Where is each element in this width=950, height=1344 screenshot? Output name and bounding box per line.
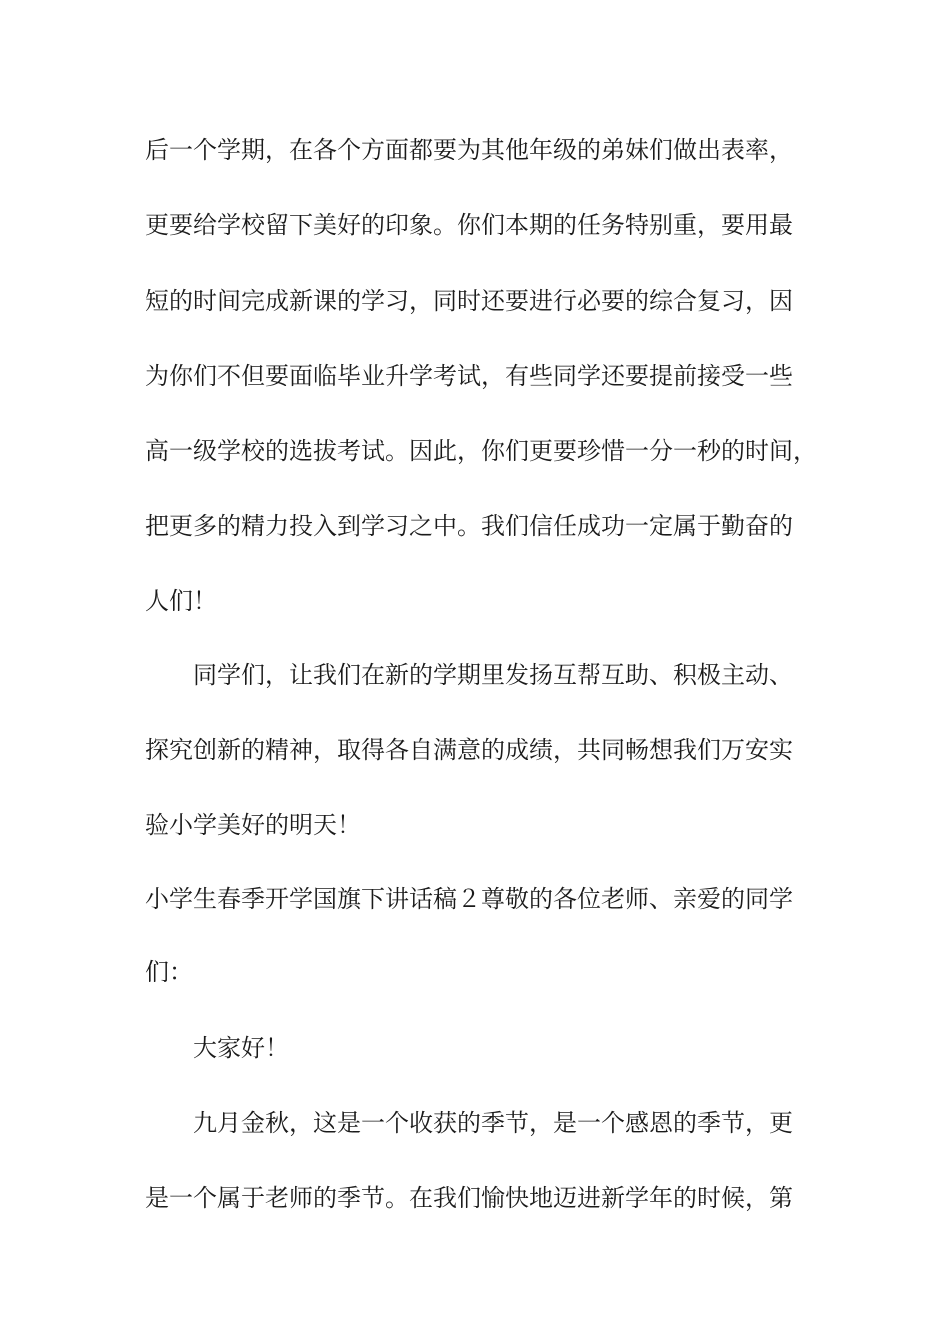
text-line: 把更多的精力投入到学习之中。我们信任成功一定属于勤奋的 bbox=[145, 512, 793, 540]
text-line: 高一级学校的选拔考试。因此，你们更要珍惜一分一秒的时间， bbox=[145, 437, 817, 465]
text-line: 更要给学校留下美好的印象。你们本期的任务特别重，要用最 bbox=[145, 211, 793, 239]
text-line: 验小学美好的明天！ bbox=[145, 811, 361, 839]
text-line: 们： bbox=[145, 958, 193, 986]
text-line: 探究创新的精神，取得各自满意的成绩，共同畅想我们万安实 bbox=[145, 736, 793, 764]
paragraph-start-line: 九月金秋，这是一个收获的季节，是一个感恩的季节，更 bbox=[193, 1109, 793, 1137]
text-line: 后一个学期，在各个方面都要为其他年级的弟妹们做出表率， bbox=[145, 136, 793, 164]
section-heading-line: 小学生春季开学国旗下讲话稿２尊敬的各位老师、亲爱的同学 bbox=[145, 885, 793, 913]
text-line: 短的时间完成新课的学习，同时还要进行必要的综合复习，因 bbox=[145, 287, 793, 315]
text-line: 是一个属于老师的季节。在我们愉快地迈进新学年的时候，第 bbox=[145, 1184, 793, 1212]
text-line: 人们！ bbox=[145, 587, 217, 615]
text-line: 为你们不但要面临毕业升学考试，有些同学还要提前接受一些 bbox=[145, 362, 793, 390]
paragraph-start-line: 同学们，让我们在新的学期里发扬互帮互助、积极主动、 bbox=[193, 661, 793, 689]
greeting-line: 大家好！ bbox=[193, 1034, 289, 1062]
